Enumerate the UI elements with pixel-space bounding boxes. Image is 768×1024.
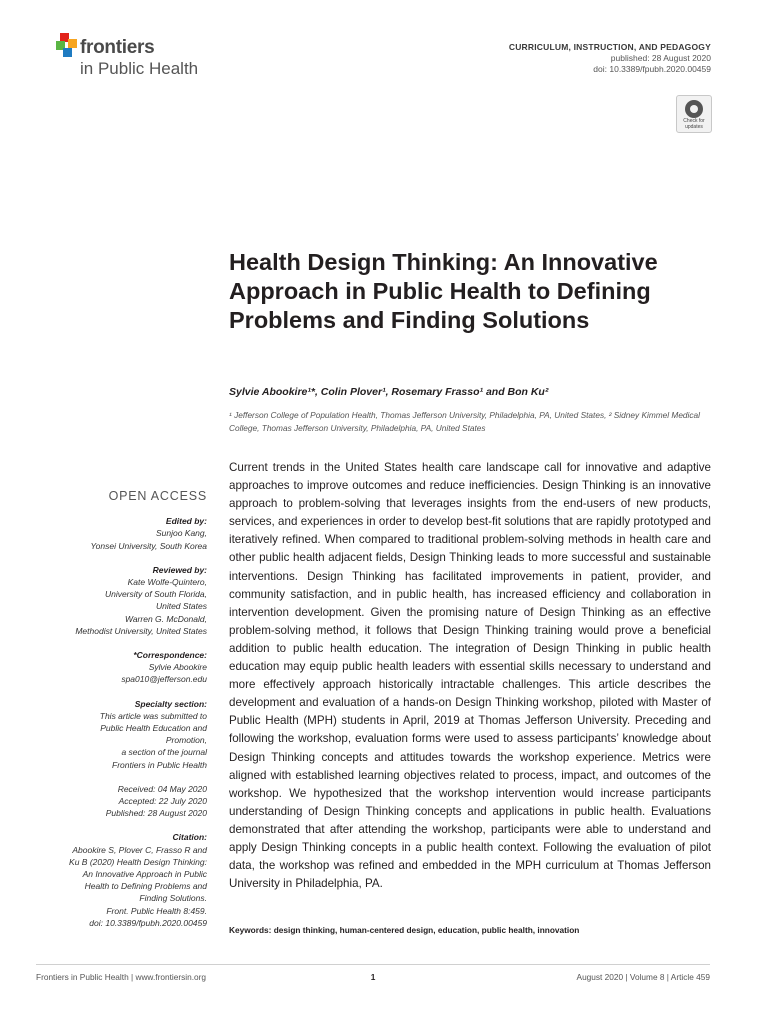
reviewer-name: Kate Wolfe-Quintero, (127, 577, 207, 588)
published-date: published: 28 August 2020 (610, 53, 711, 63)
specialty-text: This article was submitted to (99, 710, 207, 721)
reviewer-affiliation: United States (155, 601, 207, 612)
crossmark-icon (685, 100, 703, 118)
footer-journal-link[interactable]: Frontiers in Public Health | www.frontiersin.org (36, 972, 207, 982)
citation-label: Citation: (172, 832, 207, 843)
editor-affiliation: Yonsei University, South Korea (90, 540, 207, 551)
reviewer-affiliation: Methodist University, United States (75, 625, 207, 636)
reviewer-affiliation: University of South Florida, (104, 589, 207, 600)
citation-text: Health to Defining Problems and (84, 881, 207, 892)
citation-text: Finding Solutions. (139, 893, 207, 904)
citation-text: Front. Public Health 8:459. (106, 905, 207, 916)
citation-doi[interactable]: doi: 10.3389/fpubh.2020.00459 (89, 917, 207, 928)
article-title: Health Design Thinking: An Innovative Approach in Public Health to Defining Problems and Finding Solutions (229, 249, 658, 333)
specialty-text: Promotion, (165, 735, 207, 746)
abstract: Current trends in the United States health care landscape call for innovative and adaptive approaches to improve outcomes and reduce inefficiencies. Design Thinking is an innovative approach to problem-solving that leverages insights from the end-users of new products, services, and experiences in order to develop best-fit solutions that are rapidly prototyped and iteratively refined. When compared to traditional problem-solving methods in health care and other public health adjacent fields, Design Thinking leads to more successful and sustainable interventions. Design Thinking has facilitated improvements in patient, provider, and community satisfaction, and in public health, has increased efficiency and collaboration in intervention development. Given the promising nature of Design Thinking as an effective problem-solving method, it follows that Design Thinking training would prove a beneficial addition to public health education. The integration of Design Thinking in public health education may equip public health leaders with essential skills necessary to understand and more effectively approach historically intractable challenges. This article describes the development and evaluation of a hands-on Design Thinking workshop, piloted with Master of Public Health (MPH) students in April, 2019 at Thomas Jefferson University. Preceding and following the workshop, evaluation forms were used to assess participants’ knowledge about Design Thinking concepts and attitudes towards the workshop experience. Metrics were aligned with established learning objectives related to process, impact, and outcomes of the workshop. We hypothesized that the workshop intervention would increase participants understanding of Design Thinking concepts and applications in public health. Evaluations demonstrated that after attending the workshop, participants were able to understand and apply Design Thinking concepts in a public health context. Following the evaluation of pilot data, the workshop was refined and embedded in the MPH curriculum at Thomas Jefferson University in Philadelphia, PA. (229, 461, 711, 891)
citation-text: An Innovative Approach in Public (82, 869, 207, 880)
received-date: Received: 04 May 2020 (117, 783, 207, 794)
correspondence-email[interactable]: spa010@jefferson.edu (121, 674, 207, 685)
specialty-section-label: Specialty section: (134, 698, 207, 709)
check-updates-label: Check for updates (683, 118, 705, 130)
correspondence-name: Sylvie Abookire (148, 662, 207, 673)
editor-name: Sunjoo Kang, (155, 528, 207, 539)
article-meta (509, 42, 711, 75)
footer-divider (36, 964, 710, 965)
journal-logo[interactable] (56, 33, 236, 83)
open-access-label: OPEN ACCESS (108, 489, 207, 503)
reviewer-name: Warren G. McDonald, (124, 613, 207, 624)
specialty-text: a section of the journal (121, 747, 207, 758)
accepted-date: Accepted: 22 July 2020 (118, 796, 207, 807)
reviewed-by-label: Reviewed by: (152, 564, 207, 575)
check-for-updates-badge[interactable] (676, 95, 712, 133)
correspondence-label: *Correspondence: (133, 650, 207, 661)
citation-text: Ku B (2020) Health Design Thinking: (69, 856, 207, 867)
specialty-text: Frontiers in Public Health (112, 759, 207, 770)
logo-wordmark: frontiers (80, 37, 155, 58)
journal-section: CURRICULUM, INSTRUCTION, AND PEDAGOGY (508, 42, 711, 52)
logo-journal-name: in Public Health (80, 59, 199, 78)
affiliations: ¹ Jefferson College of Population Health, Thomas Jefferson University, Philadelphia, PA, United States, ² Sidney Kimmel Medical College, Thomas Jefferson University, Philadelphia, PA, United States (229, 410, 700, 433)
author-list: Sylvie Abookire¹*, Colin Plover¹, Rosemary Frasso¹ and Bon Ku² (229, 386, 549, 398)
doi[interactable]: doi: 10.3389/fpubh.2020.00459 (593, 64, 711, 74)
article-sidebar (36, 490, 207, 929)
specialty-text: Public Health Education and (100, 723, 207, 734)
keywords: Keywords: design thinking, human-centered design, education, public health, innovation (229, 925, 580, 935)
frontiers-logo-icon (56, 33, 78, 59)
footer-issue-info: August 2020 | Volume 8 | Article 459 (576, 972, 710, 982)
edited-by-label: Edited by: (165, 516, 207, 527)
published-date-sidebar: Published: 28 August 2020 (105, 808, 207, 819)
page-number: 1 (370, 972, 376, 982)
citation-text: Abookire S, Plover C, Frasso R and (72, 844, 207, 855)
